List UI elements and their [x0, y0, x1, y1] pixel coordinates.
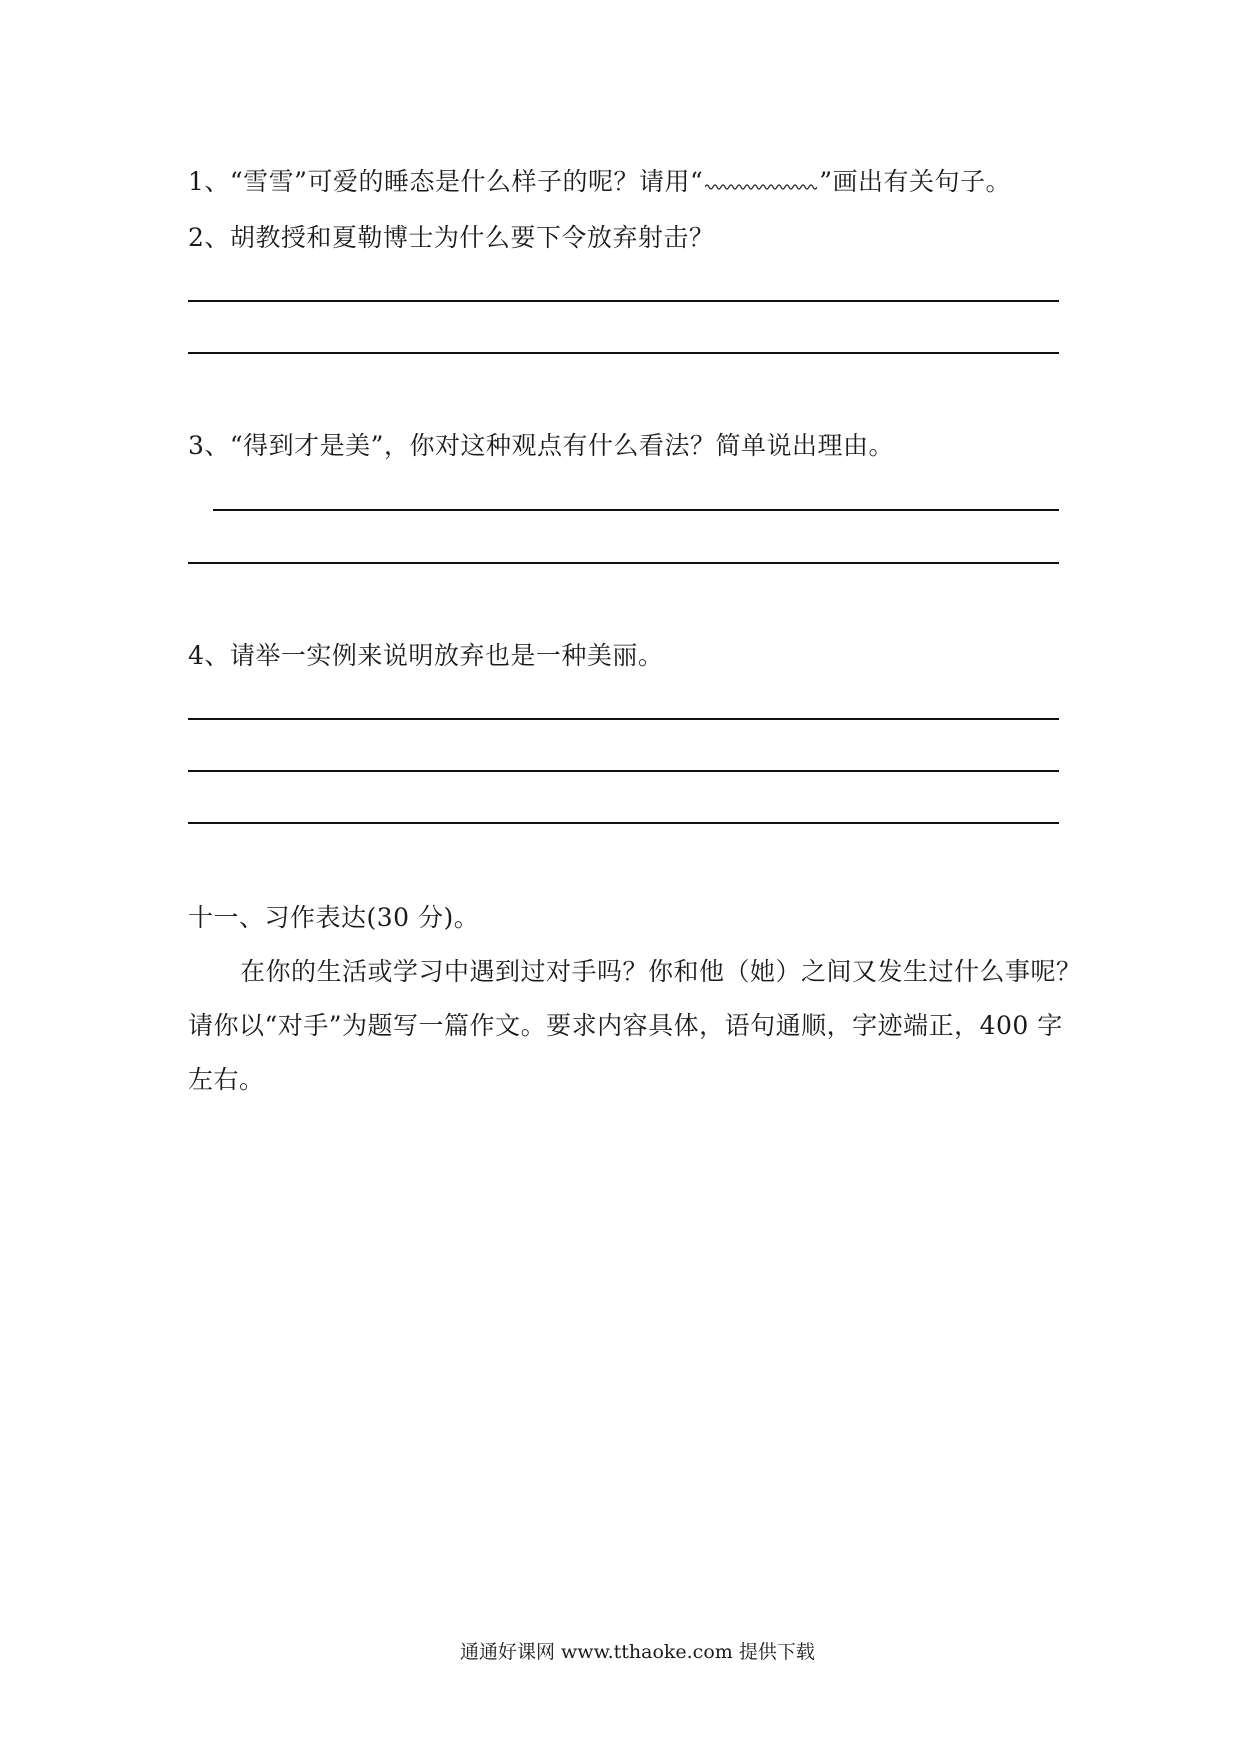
- answer-line[interactable]: [188, 562, 1059, 564]
- answer-line[interactable]: [188, 352, 1059, 354]
- answer-line[interactable]: [188, 718, 1059, 720]
- answer-line[interactable]: [188, 300, 1059, 302]
- composition-prompt-line-3: 左右。: [188, 1065, 265, 1094]
- composition-prompt-line-1: 在你的生活或学习中遇到过对手吗？你和他（她）之间又发生过什么事呢？: [240, 957, 1082, 986]
- question-2: 2、胡教授和夏勒博士为什么要下令放弃射击？: [188, 223, 715, 252]
- question-3: 3、“得到才是美”，你对这种观点有什么看法？简单说出理由。: [188, 431, 894, 460]
- answer-line[interactable]: [213, 509, 1059, 511]
- composition-prompt-line-2: 请你以“对手”为题写一篇作文。要求内容具体，语句通顺，字迹端正，400 字: [188, 1011, 1063, 1040]
- question-1-prefix: 1、“雪雪”可爱的睡态是什么样子的呢？请用“: [188, 167, 704, 196]
- composition-heading: 十一、习作表达(30 分)。: [188, 903, 480, 932]
- question-1: [188, 166, 1011, 198]
- question-4: 4、请举一实例来说明放弃也是一种美丽。: [188, 641, 664, 670]
- footer-credit: 通通好课网 www.tthaoke.com 提供下载: [460, 1641, 815, 1663]
- wavy-underline-icon: [705, 180, 817, 194]
- answer-line[interactable]: [188, 770, 1059, 772]
- answer-line[interactable]: [188, 822, 1059, 824]
- question-1-suffix: ”画出有关句子。: [819, 167, 1012, 196]
